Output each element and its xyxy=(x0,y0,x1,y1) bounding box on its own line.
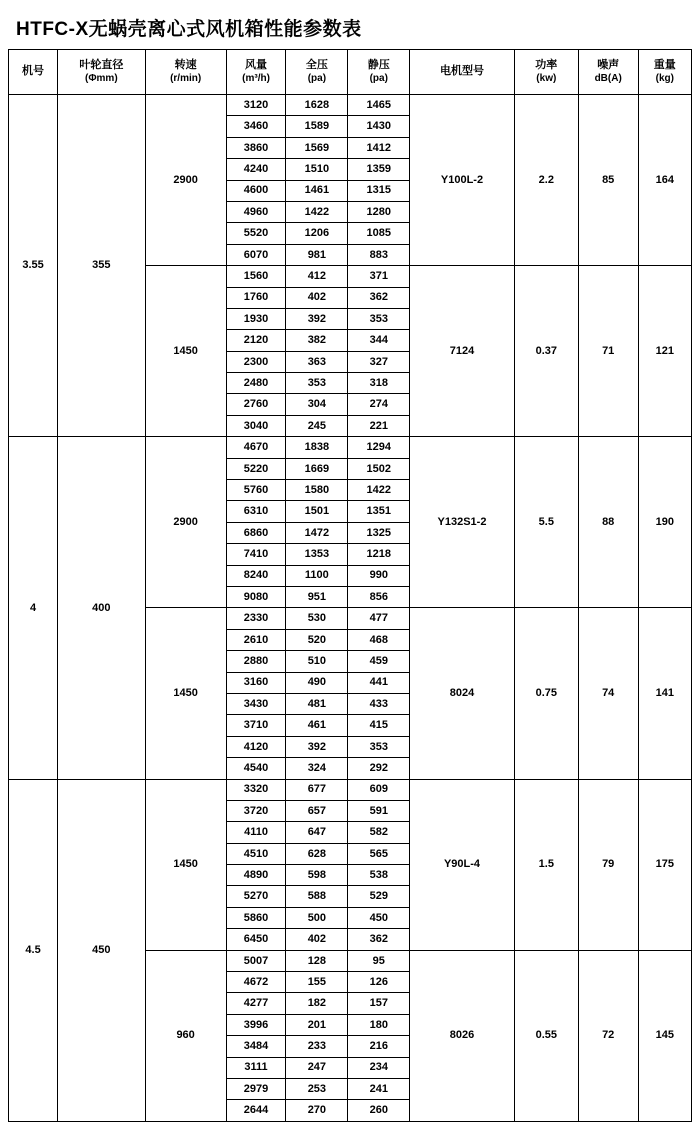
cell-total-pressure: 1569 xyxy=(286,137,348,158)
cell-total-pressure: 1100 xyxy=(286,565,348,586)
header-main: 功率 xyxy=(535,59,558,72)
cell-speed: 960 xyxy=(145,950,226,1121)
header-sub: (pa) xyxy=(307,73,327,85)
cell-noise: 71 xyxy=(578,266,638,437)
cell-total-pressure: 324 xyxy=(286,758,348,779)
cell-total-pressure: 1510 xyxy=(286,159,348,180)
cell-static-pressure: 1430 xyxy=(348,116,410,137)
cell-air-volume: 5220 xyxy=(226,458,286,479)
cell-air-volume: 6310 xyxy=(226,501,286,522)
cell-air-volume: 3710 xyxy=(226,715,286,736)
cell-total-pressure: 402 xyxy=(286,287,348,308)
cell-total-pressure: 233 xyxy=(286,1036,348,1057)
cell-static-pressure: 1351 xyxy=(348,501,410,522)
cell-total-pressure: 1206 xyxy=(286,223,348,244)
cell-model-no: 4 xyxy=(9,437,58,779)
cell-static-pressure: 441 xyxy=(348,672,410,693)
cell-static-pressure: 274 xyxy=(348,394,410,415)
header-main: 静压 xyxy=(367,59,390,72)
cell-total-pressure: 1838 xyxy=(286,437,348,458)
cell-air-volume: 1760 xyxy=(226,287,286,308)
cell-static-pressure: 327 xyxy=(348,351,410,372)
cell-total-pressure: 1422 xyxy=(286,201,348,222)
cell-air-volume: 1930 xyxy=(226,308,286,329)
cell-air-volume: 3320 xyxy=(226,779,286,800)
cell-air-volume: 8240 xyxy=(226,565,286,586)
cell-total-pressure: 510 xyxy=(286,651,348,672)
cell-weight: 190 xyxy=(638,437,691,608)
column-header-total-pressure xyxy=(286,50,348,95)
column-header-impeller-diameter xyxy=(58,50,146,95)
cell-static-pressure: 565 xyxy=(348,843,410,864)
column-header-static-pressure xyxy=(348,50,410,95)
cell-speed: 1450 xyxy=(145,779,226,950)
cell-static-pressure: 1502 xyxy=(348,458,410,479)
cell-total-pressure: 490 xyxy=(286,672,348,693)
cell-total-pressure: 520 xyxy=(286,629,348,650)
cell-air-volume: 4670 xyxy=(226,437,286,458)
cell-air-volume: 3120 xyxy=(226,95,286,116)
cell-total-pressure: 247 xyxy=(286,1057,348,1078)
header-main: 重量 xyxy=(653,59,676,72)
cell-total-pressure: 270 xyxy=(286,1100,348,1121)
header-main: 电机型号 xyxy=(439,65,484,78)
cell-static-pressure: 1465 xyxy=(348,95,410,116)
cell-speed: 1450 xyxy=(145,266,226,437)
cell-speed: 2900 xyxy=(145,95,226,266)
cell-air-volume: 4110 xyxy=(226,822,286,843)
cell-power: 5.5 xyxy=(514,437,578,608)
cell-air-volume: 3484 xyxy=(226,1036,286,1057)
cell-total-pressure: 412 xyxy=(286,266,348,287)
cell-air-volume: 4960 xyxy=(226,201,286,222)
cell-air-volume: 5760 xyxy=(226,480,286,501)
cell-air-volume: 4277 xyxy=(226,993,286,1014)
cell-static-pressure: 1280 xyxy=(348,201,410,222)
cell-air-volume: 4240 xyxy=(226,159,286,180)
cell-static-pressure: 126 xyxy=(348,972,410,993)
cell-air-volume: 5007 xyxy=(226,950,286,971)
cell-total-pressure: 304 xyxy=(286,394,348,415)
cell-power: 2.2 xyxy=(514,95,578,266)
header-row xyxy=(9,50,692,95)
cell-air-volume: 3430 xyxy=(226,693,286,714)
cell-static-pressure: 1315 xyxy=(348,180,410,201)
cell-air-volume: 2120 xyxy=(226,330,286,351)
cell-air-volume: 1560 xyxy=(226,266,286,287)
cell-air-volume: 3996 xyxy=(226,1014,286,1035)
cell-total-pressure: 657 xyxy=(286,800,348,821)
column-header-model-no xyxy=(9,50,58,95)
header-sub: (r/min) xyxy=(170,73,202,85)
cell-static-pressure: 582 xyxy=(348,822,410,843)
cell-total-pressure: 628 xyxy=(286,843,348,864)
cell-total-pressure: 353 xyxy=(286,373,348,394)
cell-total-pressure: 363 xyxy=(286,351,348,372)
cell-air-volume: 3460 xyxy=(226,116,286,137)
cell-total-pressure: 588 xyxy=(286,886,348,907)
header-sub: dB(A) xyxy=(594,73,622,85)
cell-static-pressure: 450 xyxy=(348,907,410,928)
cell-total-pressure: 1669 xyxy=(286,458,348,479)
cell-static-pressure: 856 xyxy=(348,586,410,607)
cell-air-volume: 5270 xyxy=(226,886,286,907)
cell-total-pressure: 1628 xyxy=(286,95,348,116)
cell-air-volume: 4540 xyxy=(226,758,286,779)
cell-impeller-diameter: 450 xyxy=(58,779,146,1121)
cell-weight: 141 xyxy=(638,608,691,779)
cell-power: 1.5 xyxy=(514,779,578,950)
cell-static-pressure: 1422 xyxy=(348,480,410,501)
cell-motor-model: 8024 xyxy=(410,608,515,779)
cell-total-pressure: 402 xyxy=(286,929,348,950)
cell-static-pressure: 157 xyxy=(348,993,410,1014)
cell-total-pressure: 981 xyxy=(286,244,348,265)
cell-total-pressure: 951 xyxy=(286,586,348,607)
cell-static-pressure: 234 xyxy=(348,1057,410,1078)
page-title: HTFC-X无蜗壳离心式风机箱性能参数表 xyxy=(16,19,362,40)
cell-total-pressure: 500 xyxy=(286,907,348,928)
cell-static-pressure: 362 xyxy=(348,929,410,950)
cell-weight: 145 xyxy=(638,950,691,1121)
header-main: 叶轮直径 xyxy=(79,59,124,72)
cell-noise: 85 xyxy=(578,95,638,266)
header-sub: (m³/h) xyxy=(242,73,270,85)
cell-air-volume: 2644 xyxy=(226,1100,286,1121)
cell-static-pressure: 362 xyxy=(348,287,410,308)
cell-air-volume: 3040 xyxy=(226,415,286,436)
cell-static-pressure: 241 xyxy=(348,1078,410,1099)
cell-static-pressure: 538 xyxy=(348,865,410,886)
cell-air-volume: 2610 xyxy=(226,629,286,650)
column-header-speed xyxy=(145,50,226,95)
cell-static-pressure: 318 xyxy=(348,373,410,394)
column-header-power xyxy=(514,50,578,95)
cell-air-volume: 5520 xyxy=(226,223,286,244)
cell-total-pressure: 128 xyxy=(286,950,348,971)
cell-total-pressure: 182 xyxy=(286,993,348,1014)
table-row xyxy=(9,779,692,800)
cell-static-pressure: 1359 xyxy=(348,159,410,180)
cell-static-pressure: 371 xyxy=(348,266,410,287)
cell-static-pressure: 1325 xyxy=(348,522,410,543)
cell-total-pressure: 1589 xyxy=(286,116,348,137)
cell-noise: 72 xyxy=(578,950,638,1121)
cell-total-pressure: 1461 xyxy=(286,180,348,201)
cell-static-pressure: 415 xyxy=(348,715,410,736)
cell-air-volume: 6450 xyxy=(226,929,286,950)
cell-total-pressure: 1580 xyxy=(286,480,348,501)
cell-total-pressure: 677 xyxy=(286,779,348,800)
cell-air-volume: 2760 xyxy=(226,394,286,415)
cell-static-pressure: 468 xyxy=(348,629,410,650)
cell-total-pressure: 245 xyxy=(286,415,348,436)
performance-parameter-table xyxy=(8,49,692,1122)
cell-total-pressure: 392 xyxy=(286,736,348,757)
table-body xyxy=(9,95,692,1122)
cell-air-volume: 3860 xyxy=(226,137,286,158)
cell-air-volume: 6860 xyxy=(226,522,286,543)
header-main: 噪声 xyxy=(597,59,620,72)
cell-air-volume: 2480 xyxy=(226,373,286,394)
cell-static-pressure: 221 xyxy=(348,415,410,436)
column-header-noise xyxy=(578,50,638,95)
cell-static-pressure: 216 xyxy=(348,1036,410,1057)
cell-power: 0.75 xyxy=(514,608,578,779)
cell-static-pressure: 260 xyxy=(348,1100,410,1121)
table-header xyxy=(9,50,692,95)
cell-weight: 175 xyxy=(638,779,691,950)
cell-total-pressure: 155 xyxy=(286,972,348,993)
cell-total-pressure: 1353 xyxy=(286,544,348,565)
cell-speed: 2900 xyxy=(145,437,226,608)
cell-air-volume: 2330 xyxy=(226,608,286,629)
cell-motor-model: Y100L-2 xyxy=(410,95,515,266)
cell-static-pressure: 1085 xyxy=(348,223,410,244)
column-header-weight xyxy=(638,50,691,95)
header-sub: (kw) xyxy=(536,73,557,85)
cell-noise: 88 xyxy=(578,437,638,608)
header-main: 机号 xyxy=(22,65,45,78)
cell-air-volume: 2300 xyxy=(226,351,286,372)
cell-static-pressure: 180 xyxy=(348,1014,410,1035)
cell-static-pressure: 1218 xyxy=(348,544,410,565)
cell-air-volume: 4672 xyxy=(226,972,286,993)
cell-motor-model: Y132S1-2 xyxy=(410,437,515,608)
cell-air-volume: 4120 xyxy=(226,736,286,757)
header-main: 全压 xyxy=(305,59,328,72)
cell-static-pressure: 353 xyxy=(348,308,410,329)
cell-model-no: 4.5 xyxy=(9,779,58,1121)
cell-total-pressure: 481 xyxy=(286,693,348,714)
cell-motor-model: 8026 xyxy=(410,950,515,1121)
cell-static-pressure: 292 xyxy=(348,758,410,779)
cell-static-pressure: 433 xyxy=(348,693,410,714)
cell-air-volume: 9080 xyxy=(226,586,286,607)
cell-total-pressure: 598 xyxy=(286,865,348,886)
cell-air-volume: 3720 xyxy=(226,800,286,821)
cell-noise: 74 xyxy=(578,608,638,779)
cell-air-volume: 2979 xyxy=(226,1078,286,1099)
cell-total-pressure: 201 xyxy=(286,1014,348,1035)
column-header-air-volume xyxy=(226,50,286,95)
table-row xyxy=(9,437,692,458)
cell-total-pressure: 1501 xyxy=(286,501,348,522)
cell-air-volume: 3160 xyxy=(226,672,286,693)
header-sub: (pa) xyxy=(369,73,388,85)
cell-static-pressure: 990 xyxy=(348,565,410,586)
cell-weight: 121 xyxy=(638,266,691,437)
cell-motor-model: 7124 xyxy=(410,266,515,437)
cell-air-volume: 4600 xyxy=(226,180,286,201)
table-row xyxy=(9,95,692,116)
cell-total-pressure: 253 xyxy=(286,1078,348,1099)
cell-total-pressure: 392 xyxy=(286,308,348,329)
cell-static-pressure: 353 xyxy=(348,736,410,757)
cell-air-volume: 5860 xyxy=(226,907,286,928)
cell-total-pressure: 382 xyxy=(286,330,348,351)
cell-power: 0.55 xyxy=(514,950,578,1121)
cell-total-pressure: 647 xyxy=(286,822,348,843)
cell-total-pressure: 1472 xyxy=(286,522,348,543)
cell-air-volume: 6070 xyxy=(226,244,286,265)
cell-air-volume: 7410 xyxy=(226,544,286,565)
cell-static-pressure: 1294 xyxy=(348,437,410,458)
header-sub: (kg) xyxy=(655,73,674,85)
cell-static-pressure: 883 xyxy=(348,244,410,265)
cell-static-pressure: 459 xyxy=(348,651,410,672)
cell-static-pressure: 529 xyxy=(348,886,410,907)
cell-total-pressure: 461 xyxy=(286,715,348,736)
header-main: 转速 xyxy=(174,59,197,72)
cell-static-pressure: 1412 xyxy=(348,137,410,158)
cell-static-pressure: 591 xyxy=(348,800,410,821)
cell-impeller-diameter: 400 xyxy=(58,437,146,779)
cell-static-pressure: 95 xyxy=(348,950,410,971)
header-sub: (Φmm) xyxy=(85,73,118,85)
cell-static-pressure: 344 xyxy=(348,330,410,351)
cell-noise: 79 xyxy=(578,779,638,950)
cell-air-volume: 3111 xyxy=(226,1057,286,1078)
cell-air-volume: 2880 xyxy=(226,651,286,672)
cell-speed: 1450 xyxy=(145,608,226,779)
cell-impeller-diameter: 355 xyxy=(58,95,146,437)
cell-air-volume: 4890 xyxy=(226,865,286,886)
column-header-motor-model xyxy=(410,50,515,95)
header-main: 风量 xyxy=(245,59,268,72)
cell-static-pressure: 477 xyxy=(348,608,410,629)
cell-motor-model: Y90L-4 xyxy=(410,779,515,950)
cell-total-pressure: 530 xyxy=(286,608,348,629)
cell-static-pressure: 609 xyxy=(348,779,410,800)
cell-weight: 164 xyxy=(638,95,691,266)
cell-air-volume: 4510 xyxy=(226,843,286,864)
cell-power: 0.37 xyxy=(514,266,578,437)
cell-model-no: 3.55 xyxy=(9,95,58,437)
